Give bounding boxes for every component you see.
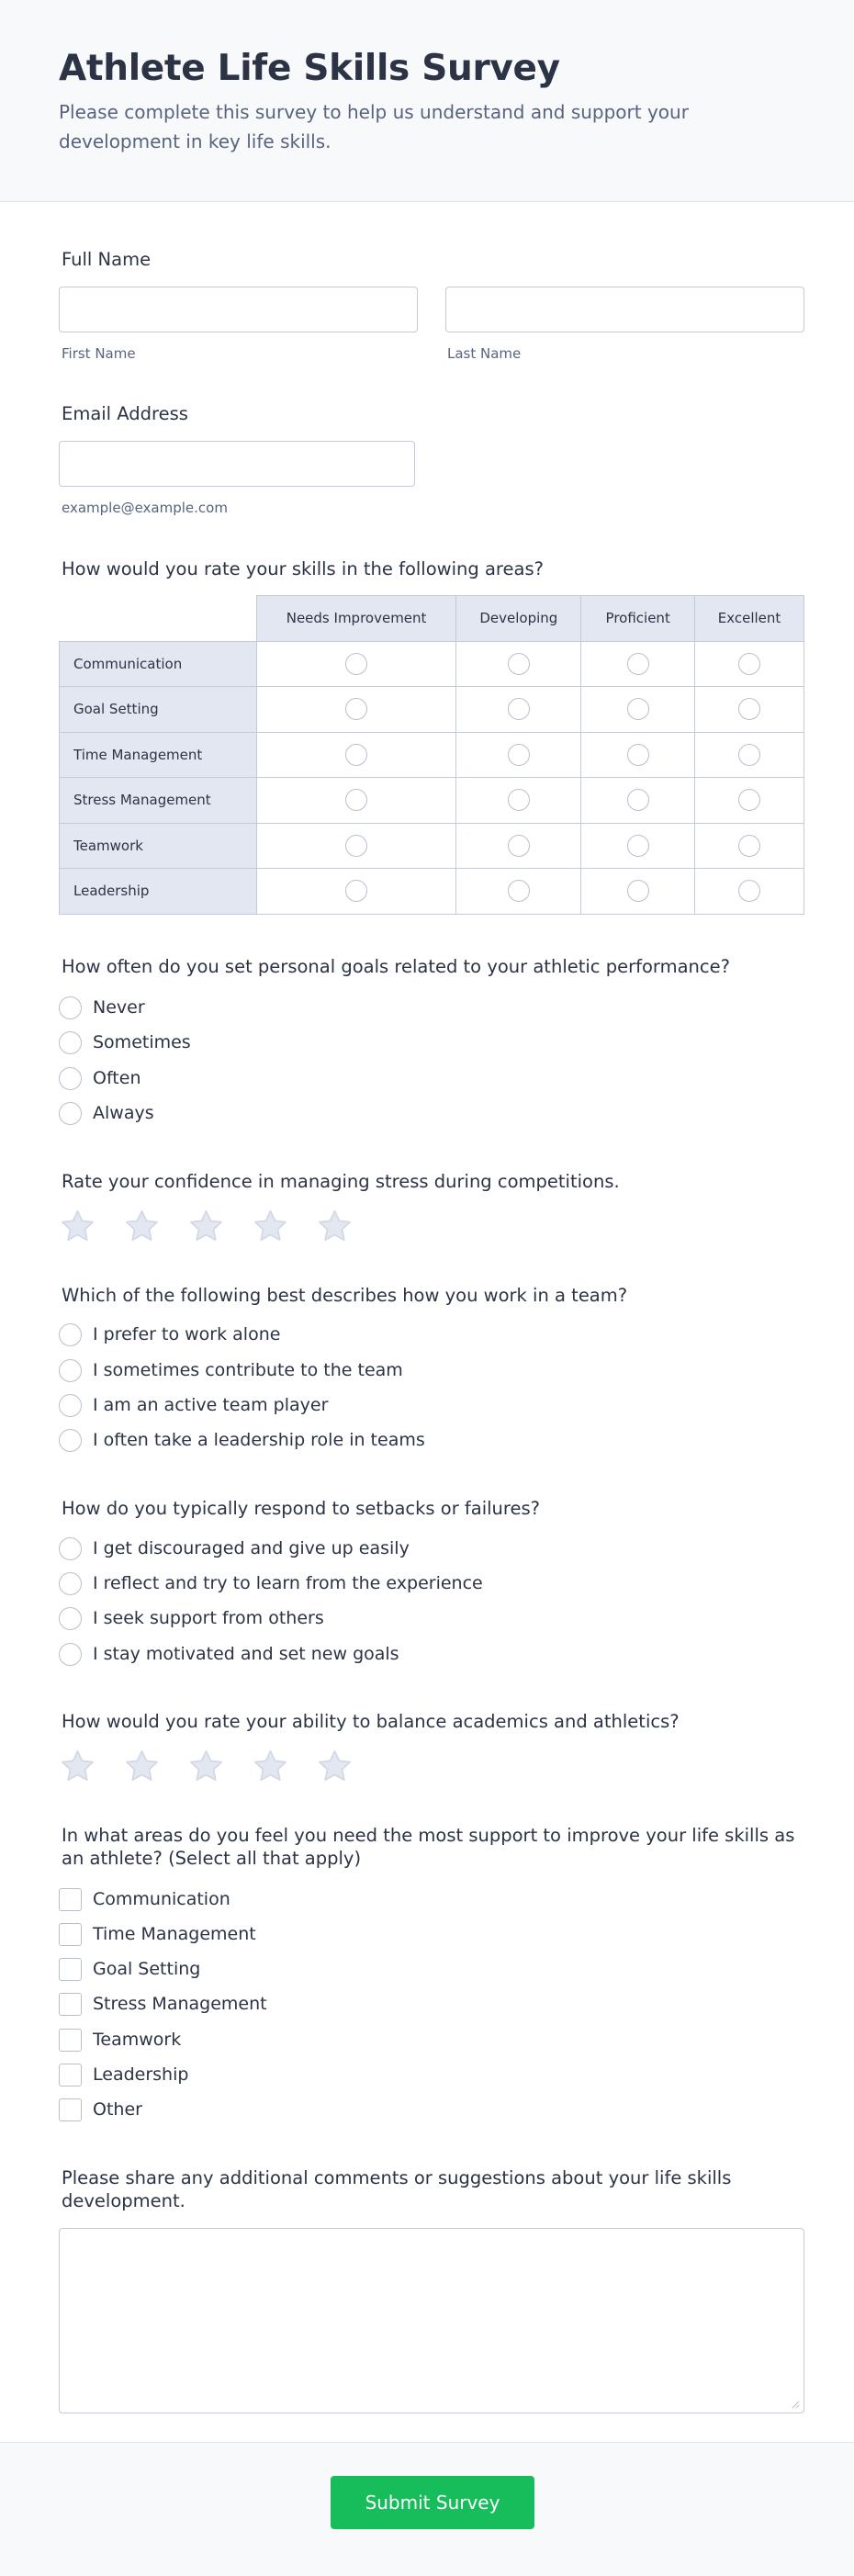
- radio-button[interactable]: [59, 1394, 82, 1417]
- form-header: [0, 0, 854, 202]
- teamwork-question: Which of the following best describes how you work in a team?: [62, 1285, 628, 1306]
- checkbox[interactable]: [59, 2064, 82, 2087]
- teamwork-option[interactable]: [59, 1427, 425, 1453]
- matrix-radio[interactable]: [508, 653, 530, 675]
- matrix-radio[interactable]: [345, 880, 367, 902]
- radio-button[interactable]: [59, 1429, 82, 1452]
- matrix-row: [60, 687, 804, 733]
- star-icon[interactable]: [123, 1748, 161, 1785]
- first-name-sublabel: First Name: [62, 345, 136, 362]
- form-title: Athlete Life Skills Survey: [59, 48, 560, 89]
- matrix-radio[interactable]: [345, 744, 367, 766]
- goals-option[interactable]: [59, 995, 145, 1020]
- star-icon[interactable]: [316, 1208, 354, 1245]
- radio-button[interactable]: [59, 996, 82, 1019]
- checkbox[interactable]: [59, 1993, 82, 2016]
- radio-button[interactable]: [59, 1323, 82, 1346]
- matrix-radio[interactable]: [738, 789, 760, 811]
- matrix-col-header: Proficient: [581, 596, 695, 642]
- option-label: Always: [93, 1103, 154, 1123]
- resize-handle-icon[interactable]: [791, 2400, 800, 2409]
- radio-button[interactable]: [59, 1359, 82, 1382]
- matrix-radio[interactable]: [508, 835, 530, 857]
- goals-question: How often do you set personal goals related to your athletic performance?: [62, 956, 730, 977]
- full-name-label: Full Name: [62, 249, 152, 270]
- last-name-input[interactable]: [445, 287, 804, 332]
- star-icon[interactable]: [187, 1748, 225, 1785]
- support-option[interactable]: [59, 2062, 188, 2087]
- matrix-radio[interactable]: [627, 698, 649, 720]
- matrix-col-header: Developing: [456, 596, 581, 642]
- option-label: Other: [93, 2099, 142, 2120]
- goals-option[interactable]: [59, 1100, 154, 1126]
- radio-button[interactable]: [59, 1537, 82, 1560]
- matrix-row-label: Communication: [60, 641, 257, 687]
- form-footer: [0, 2442, 854, 2576]
- support-option[interactable]: [59, 1956, 200, 1982]
- option-label: Never: [93, 997, 145, 1018]
- matrix-corner: [60, 596, 257, 642]
- comments-question: Please share any additional comments or suggestions about your life skills development.: [62, 2167, 732, 2211]
- matrix-radio[interactable]: [627, 880, 649, 902]
- option-label: I am an active team player: [93, 1395, 329, 1415]
- stress-star-rating: [59, 1208, 354, 1245]
- matrix-radio[interactable]: [738, 698, 760, 720]
- matrix-radio[interactable]: [627, 653, 649, 675]
- star-icon[interactable]: [252, 1208, 289, 1245]
- option-label: I reflect and try to learn from the experience: [93, 1573, 483, 1593]
- option-label: Teamwork: [93, 2030, 182, 2050]
- matrix-radio[interactable]: [508, 698, 530, 720]
- star-icon[interactable]: [316, 1748, 354, 1785]
- balance-rating-question: How would you rate your ability to balance academics and athletics?: [62, 1711, 680, 1732]
- matrix-radio[interactable]: [345, 698, 367, 720]
- matrix-row-label: Stress Management: [60, 778, 257, 824]
- matrix-radio[interactable]: [345, 653, 367, 675]
- radio-button[interactable]: [59, 1643, 82, 1666]
- checkbox[interactable]: [59, 1923, 82, 1946]
- option-label: Sometimes: [93, 1032, 191, 1052]
- option-label: Time Management: [93, 1924, 256, 1944]
- matrix-row: [60, 732, 804, 778]
- matrix-radio[interactable]: [627, 744, 649, 766]
- skills-matrix: [59, 595, 804, 915]
- radio-button[interactable]: [59, 1067, 82, 1090]
- checkbox[interactable]: [59, 2098, 82, 2121]
- option-label: Communication: [93, 1889, 230, 1909]
- teamwork-option[interactable]: [59, 1357, 403, 1383]
- star-icon[interactable]: [59, 1748, 96, 1785]
- matrix-row-label: Goal Setting: [60, 687, 257, 733]
- checkbox[interactable]: [59, 1958, 82, 1981]
- skills-matrix-question: How would you rate your skills in the following areas?: [62, 558, 544, 579]
- matrix-row: [60, 823, 804, 869]
- matrix-col-header: Excellent: [695, 596, 804, 642]
- first-name-input[interactable]: [59, 287, 418, 332]
- teamwork-option[interactable]: [59, 1322, 280, 1347]
- email-input[interactable]: [59, 441, 415, 487]
- balance-star-rating: [59, 1748, 354, 1785]
- radio-button[interactable]: [59, 1102, 82, 1125]
- goals-option[interactable]: [59, 1029, 191, 1055]
- matrix-radio[interactable]: [738, 835, 760, 857]
- option-label: Stress Management: [93, 1994, 267, 2014]
- option-label: I seek support from others: [93, 1608, 324, 1628]
- email-sublabel: example@example.com: [62, 500, 228, 516]
- matrix-header-row: [60, 596, 804, 642]
- matrix-row-label: Teamwork: [60, 823, 257, 869]
- support-option[interactable]: [59, 1921, 256, 1947]
- radio-button[interactable]: [59, 1572, 82, 1595]
- option-label: I stay motivated and set new goals: [93, 1644, 399, 1664]
- setbacks-option[interactable]: [59, 1570, 483, 1596]
- setbacks-option[interactable]: [59, 1641, 399, 1667]
- star-icon[interactable]: [123, 1208, 161, 1245]
- matrix-radio[interactable]: [627, 835, 649, 857]
- matrix-radio[interactable]: [627, 789, 649, 811]
- matrix-row-label: Time Management: [60, 732, 257, 778]
- goals-option[interactable]: [59, 1065, 141, 1091]
- option-label: I get discouraged and give up easily: [93, 1538, 410, 1558]
- star-icon[interactable]: [252, 1748, 289, 1785]
- support-areas-question: In what areas do you feel you need the most support to improve your life skills as an athlete? (Select all that apply): [62, 1825, 795, 1869]
- option-label: I sometimes contribute to the team: [93, 1360, 403, 1380]
- setbacks-question: How do you typically respond to setbacks or failures?: [62, 1498, 541, 1519]
- support-option[interactable]: [59, 2097, 142, 2122]
- checkbox[interactable]: [59, 1888, 82, 1911]
- radio-button[interactable]: [59, 1607, 82, 1630]
- comments-textarea[interactable]: [59, 2228, 804, 2413]
- form-description: Please complete this survey to help us understand and support your development in key life skills.: [59, 101, 689, 152]
- setbacks-option[interactable]: [59, 1535, 410, 1561]
- option-label: I prefer to work alone: [93, 1324, 281, 1344]
- setbacks-option[interactable]: [59, 1605, 324, 1631]
- matrix-radio[interactable]: [738, 744, 760, 766]
- support-option[interactable]: [59, 1991, 267, 2017]
- radio-button[interactable]: [59, 1031, 82, 1054]
- matrix-radio[interactable]: [508, 880, 530, 902]
- matrix-radio[interactable]: [738, 653, 760, 675]
- stress-rating-question: Rate your confidence in managing stress during competitions.: [62, 1171, 620, 1192]
- option-label: Leadership: [93, 2064, 189, 2085]
- matrix-row: [60, 778, 804, 824]
- matrix-radio[interactable]: [345, 789, 367, 811]
- teamwork-option[interactable]: [59, 1392, 328, 1418]
- submit-button[interactable]: Submit Survey: [331, 2476, 534, 2529]
- checkbox[interactable]: [59, 2029, 82, 2052]
- option-label: I often take a leadership role in teams: [93, 1430, 425, 1450]
- matrix-row: [60, 869, 804, 915]
- matrix-row-label: Leadership: [60, 869, 257, 915]
- email-label: Email Address: [62, 403, 188, 424]
- star-icon[interactable]: [187, 1208, 225, 1245]
- option-label: Goal Setting: [93, 1959, 201, 1979]
- matrix-col-header: Needs Improvement: [256, 596, 456, 642]
- support-option[interactable]: [59, 1886, 230, 1912]
- matrix-radio[interactable]: [738, 880, 760, 902]
- matrix-radio[interactable]: [345, 835, 367, 857]
- matrix-radio[interactable]: [508, 789, 530, 811]
- star-icon[interactable]: [59, 1208, 96, 1245]
- last-name-sublabel: Last Name: [447, 345, 522, 362]
- support-option[interactable]: [59, 2027, 181, 2053]
- matrix-row: [60, 641, 804, 687]
- option-label: Often: [93, 1068, 141, 1088]
- matrix-radio[interactable]: [508, 744, 530, 766]
